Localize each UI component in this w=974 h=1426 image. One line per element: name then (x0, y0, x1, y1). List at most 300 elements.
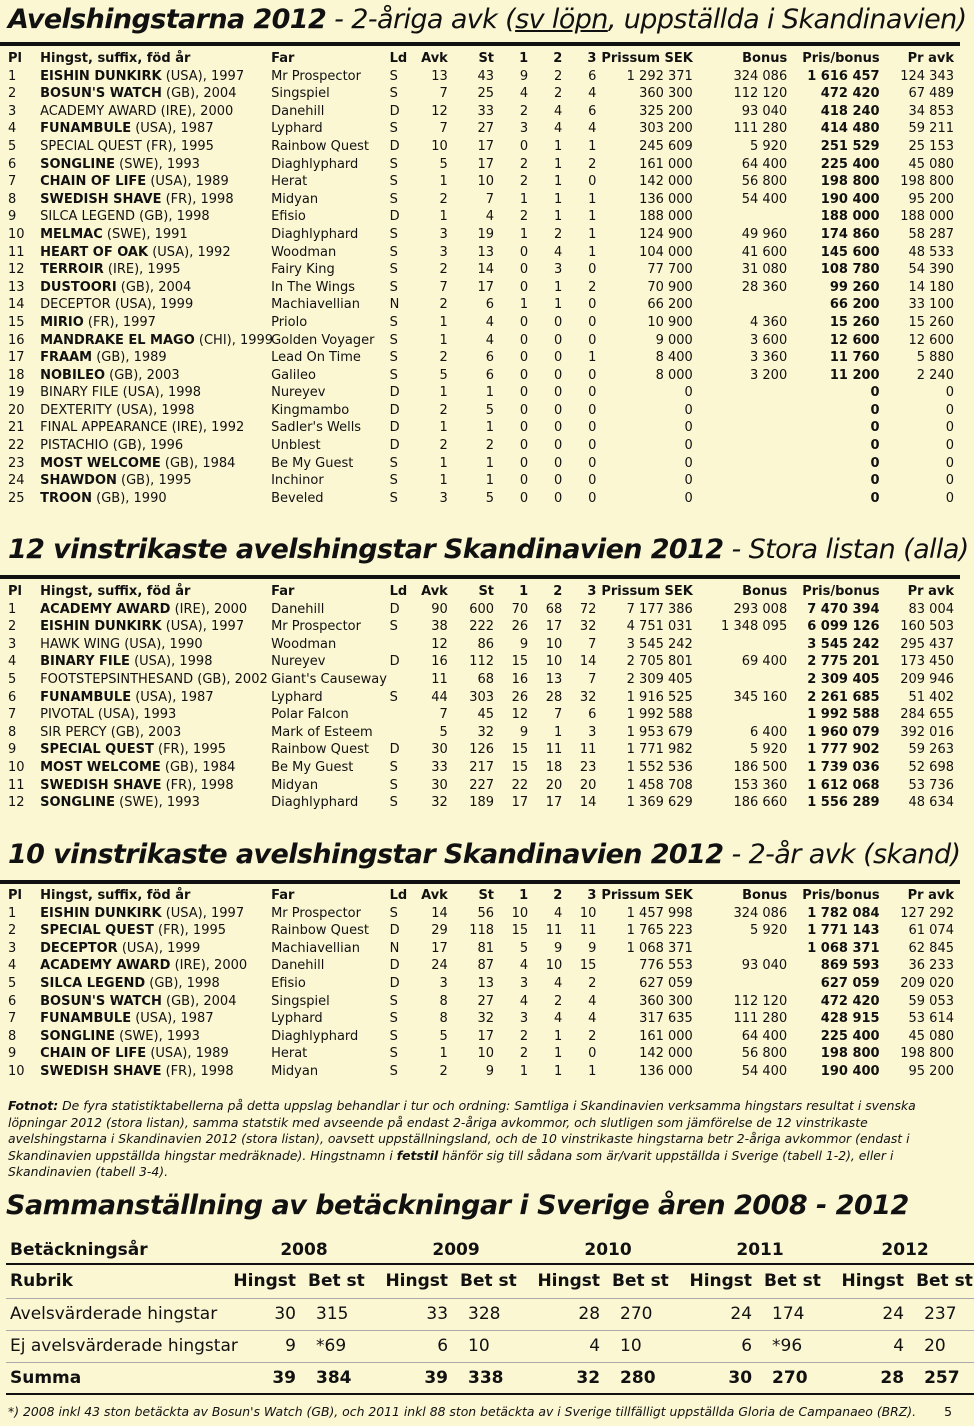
summary-row-label: Avelsvärderade hingstar (6, 1298, 228, 1330)
stallion-suffix: (CHI), 1999 (194, 332, 274, 348)
per-offspring-cell: 58 287 (908, 226, 954, 242)
header-row (6, 50, 956, 68)
summary-cell: 24 (684, 1298, 756, 1330)
summary-row (6, 1330, 974, 1362)
offspring-cell: 2 (439, 402, 448, 418)
prize-bonus-cell: 2 775 201 (807, 654, 880, 670)
table-row (6, 1010, 956, 1028)
stallion-suffix: (SWE), 1993 (114, 156, 200, 172)
sire-cell: Beveled (271, 490, 324, 506)
table-row (6, 957, 956, 975)
bonus-cell: 28 360 (741, 279, 788, 295)
column-header: Pr avk (907, 51, 954, 66)
second-cell: 0 (554, 385, 563, 401)
table-row (6, 191, 956, 209)
first-cell: 0 (519, 262, 529, 278)
stallion-name: MELMAC (40, 226, 103, 242)
starts-cell: 32 (477, 724, 495, 740)
stallion-cell (38, 455, 269, 473)
table-row (6, 759, 956, 777)
country-cell: S (389, 226, 398, 242)
starts-cell: 1 (485, 473, 495, 489)
first-cell: 2 (519, 1028, 529, 1044)
bonus-cell: 4 360 (750, 314, 788, 330)
first-cell: 4 (519, 958, 529, 974)
stallion-cell (38, 314, 269, 332)
starts-cell: 303 (469, 689, 495, 705)
rank-cell: 6 (8, 689, 17, 705)
column-header: Ld (389, 51, 408, 66)
stallion-cell (38, 472, 269, 490)
third-cell: 0 (588, 402, 597, 418)
table-row (6, 244, 956, 262)
table2-rule (0, 575, 960, 579)
stallion-name: FUNAMBULE (40, 121, 132, 137)
summary-cell: 20 (908, 1330, 974, 1362)
prize-sum-cell: 1 771 982 (626, 742, 693, 758)
offspring-cell: 1 (439, 473, 448, 489)
third-cell: 2 (588, 975, 597, 991)
stallion-cell (38, 419, 269, 437)
first-cell: 0 (519, 350, 529, 366)
first-cell: 3 (519, 975, 529, 991)
offspring-cell: 5 (439, 156, 448, 172)
per-offspring-cell: 62 845 (908, 940, 954, 956)
stallion-suffix: (USA), 1989 (146, 1046, 229, 1062)
prize-bonus-cell: 145 600 (820, 244, 880, 260)
offspring-cell: 12 (431, 636, 448, 652)
sire-cell: Lead On Time (271, 350, 361, 366)
bonus-cell: 5 920 (750, 742, 788, 758)
table-row (6, 455, 956, 473)
column-header: 2 (553, 584, 563, 599)
third-cell: 1 (588, 209, 597, 225)
stallion-suffix: (USA), 1999 (110, 297, 194, 313)
country-cell: S (389, 455, 398, 471)
sire-cell: In The Wings (271, 279, 356, 295)
rank-cell: 13 (8, 279, 25, 295)
bonus-cell: 111 280 (733, 121, 788, 137)
sire-cell: Unblest (271, 438, 321, 454)
bonus-cell (695, 437, 789, 455)
summary-year: 2008 (228, 1236, 380, 1264)
summary-title: Sammanställning av betäckningar i Sverige åren 2008 - 2012 (6, 1190, 909, 1221)
third-cell: 32 (579, 689, 597, 705)
column-header: Pris/bonus (802, 584, 880, 599)
table1-rule (0, 42, 960, 46)
sire-cell: Rainbow Quest (271, 923, 369, 939)
prize-sum-cell: 10 900 (647, 314, 693, 330)
rank-cell: 1 (8, 601, 17, 617)
third-cell: 32 (579, 619, 597, 635)
stallion-name: MANDRAKE EL MAGO (40, 332, 195, 348)
stallion-suffix: (IRE), 2000 (156, 103, 234, 119)
summary-hingst-header: Hingst (532, 1264, 604, 1298)
third-cell: 72 (579, 601, 597, 617)
per-offspring-cell: 124 343 (900, 68, 954, 84)
stallion-suffix: (FR), 1998 (161, 1063, 234, 1079)
first-cell: 0 (519, 420, 529, 436)
prize-bonus-cell: 7 470 394 (807, 601, 880, 617)
summary-betst-header: Bet st (452, 1264, 532, 1298)
country-cell: D (389, 654, 400, 670)
rank-cell: 9 (8, 742, 17, 758)
first-cell: 9 (519, 636, 529, 652)
second-cell: 13 (545, 671, 563, 687)
stallion-cell (38, 120, 269, 138)
rank-cell: 16 (8, 332, 25, 348)
column-header: St (478, 51, 495, 66)
rank-cell: 15 (8, 314, 25, 330)
summary-betst-header: Bet st (908, 1264, 974, 1298)
second-cell: 1 (554, 297, 563, 313)
table-row (6, 261, 956, 279)
third-cell: 0 (588, 420, 597, 436)
offspring-cell: 24 (431, 958, 448, 974)
prize-bonus-cell: 251 529 (820, 138, 880, 154)
summary-cell: 328 (452, 1298, 532, 1330)
starts-cell: 87 (477, 958, 495, 974)
prize-sum-cell: 360 300 (639, 86, 693, 102)
bonus-cell (695, 472, 789, 490)
second-cell: 1 (554, 1046, 563, 1062)
rank-cell: 9 (8, 1046, 17, 1062)
page-number: 5 (944, 1404, 952, 1419)
offspring-cell: 16 (431, 654, 448, 670)
country-cell: D (389, 103, 400, 119)
starts-cell: 81 (477, 940, 495, 956)
stallion-name: SPECIAL QUEST (40, 742, 154, 758)
starts-cell: 7 (485, 191, 495, 207)
per-offspring-cell: 54 390 (908, 262, 954, 278)
stallion-name: HAWK WING (40, 636, 121, 652)
rank-cell: 4 (8, 654, 17, 670)
table-row (6, 173, 956, 191)
prize-bonus-cell: 0 (870, 438, 880, 454)
stallion-cell (38, 741, 269, 759)
prize-bonus-cell: 6 099 126 (807, 619, 880, 635)
column-header: Pl (8, 51, 22, 66)
stallion-suffix: (GB), 2004 (116, 279, 192, 295)
rank-cell: 1 (8, 68, 17, 84)
third-cell: 4 (588, 86, 597, 102)
sire-cell: Galileo (271, 367, 316, 383)
starts-cell: 32 (477, 1011, 495, 1027)
stallion-cell (38, 975, 269, 993)
table-row (6, 156, 956, 174)
prize-sum-cell: 136 000 (639, 1063, 693, 1079)
stallion-name: TROON (40, 490, 92, 506)
sire-cell: Polar Falcon (271, 707, 349, 723)
per-offspring-cell: 12 600 (908, 332, 954, 348)
third-cell: 0 (588, 314, 597, 330)
third-cell: 0 (588, 490, 597, 506)
stallion-name: DECEPTOR (40, 940, 118, 956)
stallion-suffix: (FR), 1995 (153, 742, 227, 758)
starts-cell: 1 (485, 385, 495, 401)
first-cell: 4 (519, 86, 529, 102)
third-cell: 11 (579, 923, 597, 939)
summary-cell: 30 (228, 1298, 300, 1330)
country-cell: D (389, 601, 400, 617)
rank-cell: 6 (8, 156, 17, 172)
prize-sum-cell: 0 (684, 438, 693, 454)
country-cell: D (389, 420, 400, 436)
table3-rule (0, 880, 960, 884)
prize-sum-cell: 776 553 (639, 958, 693, 974)
table-row (6, 993, 956, 1011)
country-cell: S (389, 905, 398, 921)
rank-cell: 8 (8, 724, 17, 740)
stallion-suffix: (USA), 1998 (118, 385, 202, 401)
third-cell: 4 (588, 1011, 597, 1027)
second-cell: 2 (554, 86, 563, 102)
stallion-suffix: (USA), 1999 (117, 940, 201, 956)
per-offspring-cell: 5 880 (916, 350, 954, 366)
country-cell (388, 724, 412, 742)
sire-cell: Rainbow Quest (271, 742, 369, 758)
prize-bonus-cell: 1 960 079 (807, 724, 880, 740)
starts-cell: 227 (469, 777, 495, 793)
per-offspring-cell: 15 260 (908, 314, 954, 330)
stallion-name: SONGLINE (40, 156, 115, 172)
rank-cell: 8 (8, 191, 17, 207)
starts-cell: 33 (477, 103, 495, 119)
starts-cell: 4 (485, 209, 495, 225)
first-cell: 26 (511, 619, 529, 635)
starts-cell: 19 (477, 226, 495, 242)
column-header: 3 (587, 888, 597, 903)
bonus-cell: 324 086 (733, 68, 788, 84)
starts-cell: 5 (485, 402, 495, 418)
stallion-cell (38, 636, 269, 654)
stallion-suffix: (USA), 1997 (161, 68, 245, 84)
prize-bonus-cell: 1 068 371 (807, 940, 880, 956)
stallion-cell (38, 332, 274, 350)
table-row (6, 618, 956, 636)
column-header: Bonus (742, 51, 788, 66)
rank-cell: 23 (8, 455, 25, 471)
table-row (6, 777, 956, 795)
prize-bonus-cell: 198 800 (820, 1046, 880, 1062)
rank-cell: 21 (8, 420, 25, 436)
offspring-cell: 90 (431, 601, 448, 617)
prize-sum-cell: 7 177 386 (626, 601, 693, 617)
first-cell: 0 (519, 490, 529, 506)
stallion-cell (38, 261, 269, 279)
column-header: Pr avk (907, 584, 954, 599)
third-cell: 4 (588, 993, 597, 1009)
second-cell: 1 (554, 209, 563, 225)
sire-cell: Mr Prospector (271, 619, 361, 635)
starts-cell: 2 (485, 438, 495, 454)
country-cell: D (389, 438, 400, 454)
bonus-cell (695, 636, 789, 654)
table1-title: Avelshingstarna 2012 - 2-åriga avk (sv löpn, uppställda i Skandinavien) (8, 4, 967, 35)
stallion-cell (38, 349, 269, 367)
rank-cell: 2 (8, 619, 17, 635)
starts-cell: 4 (485, 332, 495, 348)
offspring-cell: 7 (439, 86, 448, 102)
stallion-cell (38, 1010, 269, 1028)
country-cell: S (389, 1063, 398, 1079)
starts-cell: 126 (469, 742, 495, 758)
table-row (6, 922, 956, 940)
rank-cell: 3 (8, 636, 17, 652)
column-header: Ld (389, 584, 408, 599)
stallion-suffix: (USA), 1998 (129, 654, 213, 670)
prize-sum-cell: 1 292 371 (626, 68, 693, 84)
table-row (6, 706, 956, 724)
sire-cell: Machiavellian (271, 940, 360, 956)
prize-sum-cell: 0 (684, 490, 693, 506)
first-cell: 3 (519, 1011, 529, 1027)
country-cell: N (389, 297, 400, 313)
offspring-cell: 30 (431, 742, 448, 758)
prize-bonus-cell: 1 739 036 (807, 759, 880, 775)
stallion-name: PIVOTAL (40, 707, 94, 723)
stallion-cell (38, 191, 269, 209)
prize-bonus-cell: 1 556 289 (807, 795, 880, 811)
second-cell: 11 (545, 923, 563, 939)
prize-sum-cell: 9 000 (655, 332, 693, 348)
stallion-suffix: (GB), 1984 (160, 759, 236, 775)
stallion-name: SWEDISH SHAVE (40, 777, 162, 793)
rank-cell: 11 (8, 777, 25, 793)
prize-bonus-cell: 428 915 (820, 1011, 880, 1027)
third-cell: 0 (588, 438, 597, 454)
second-cell: 11 (545, 742, 563, 758)
stallion-name: SILCA LEGEND (40, 209, 136, 225)
prize-bonus-cell: 1 771 143 (807, 923, 880, 939)
prize-sum-cell: 2 705 801 (626, 654, 693, 670)
rank-cell: 5 (8, 138, 17, 154)
offspring-cell: 1 (439, 174, 448, 190)
prize-sum-cell: 124 900 (639, 226, 693, 242)
column-header: Bonus (742, 888, 788, 903)
summary-cell: 9 (228, 1330, 300, 1362)
rank-cell: 2 (8, 86, 17, 102)
third-cell: 0 (588, 262, 597, 278)
bonus-cell: 186 500 (733, 759, 788, 775)
prize-sum-cell: 0 (684, 420, 693, 436)
country-cell: S (389, 777, 398, 793)
first-cell: 0 (519, 473, 529, 489)
stallion-cell (38, 173, 269, 191)
second-cell: 17 (545, 795, 563, 811)
stallion-suffix: (USA), 1997 (161, 619, 245, 635)
second-cell: 17 (545, 619, 563, 635)
country-cell: S (389, 1011, 398, 1027)
sire-cell: Woodman (271, 244, 337, 260)
country-cell: S (389, 86, 398, 102)
first-cell: 0 (519, 367, 529, 383)
country-cell: D (389, 385, 400, 401)
rank-cell: 8 (8, 1028, 17, 1044)
second-cell: 10 (545, 958, 563, 974)
prize-sum-cell: 627 059 (639, 975, 693, 991)
second-cell: 4 (554, 121, 563, 137)
per-offspring-cell: 59 211 (908, 121, 954, 137)
third-cell: 2 (588, 156, 597, 172)
country-cell: S (389, 262, 398, 278)
prize-sum-cell: 161 000 (639, 1028, 693, 1044)
prize-sum-cell: 8 400 (655, 350, 693, 366)
first-cell: 2 (519, 209, 529, 225)
stallion-name: EISHIN DUNKIRK (40, 68, 162, 84)
second-cell: 4 (554, 244, 563, 260)
first-cell: 15 (511, 654, 529, 670)
country-cell: S (389, 993, 398, 1009)
stallion-cell (38, 138, 269, 156)
bonus-cell (695, 975, 789, 993)
table-row (6, 794, 956, 812)
column-header: 3 (587, 51, 597, 66)
country-cell: S (389, 156, 398, 172)
third-cell: 4 (588, 121, 597, 137)
prize-bonus-cell: 11 760 (829, 350, 880, 366)
country-cell: S (389, 689, 398, 705)
stallion-suffix: (IRE), 1995 (103, 262, 181, 278)
country-cell: D (389, 923, 400, 939)
sire-cell: Golden Voyager (271, 332, 375, 348)
bonus-cell: 3 360 (750, 350, 788, 366)
offspring-cell: 1 (439, 420, 448, 436)
column-header: 1 (519, 51, 529, 66)
starts-cell: 25 (477, 86, 495, 102)
third-cell: 2 (588, 279, 597, 295)
offspring-cell: 30 (431, 777, 448, 793)
country-cell: S (389, 121, 398, 137)
per-offspring-cell: 83 004 (908, 601, 954, 617)
first-cell: 4 (519, 993, 529, 1009)
prize-sum-cell: 303 200 (639, 121, 693, 137)
offspring-cell: 5 (439, 367, 448, 383)
summary-total-cell: 338 (452, 1362, 532, 1394)
per-offspring-cell: 160 503 (900, 619, 954, 635)
second-cell: 0 (554, 350, 563, 366)
column-header: 3 (587, 584, 597, 599)
starts-cell: 600 (469, 601, 495, 617)
starts-cell: 17 (477, 138, 495, 154)
stallion-name: SIR PERCY (40, 724, 107, 740)
prize-sum-cell: 1 457 998 (626, 905, 693, 921)
country-cell: S (389, 68, 398, 84)
stallion-name: DEXTERITY (40, 402, 112, 418)
sire-cell: Diaghlyphard (271, 795, 359, 811)
stallion-suffix: (FR), 1995 (153, 923, 227, 939)
table-row (6, 226, 956, 244)
stallion-name: DUSTOORI (40, 279, 117, 295)
rank-cell: 12 (8, 795, 25, 811)
table-row (6, 741, 956, 759)
prize-sum-cell: 360 300 (639, 993, 693, 1009)
stallion-name: TERROIR (40, 262, 104, 278)
stallion-cell (38, 1063, 269, 1081)
summary-total-cell: 270 (756, 1362, 836, 1394)
table-row (6, 490, 956, 508)
starts-cell: 112 (469, 654, 495, 670)
per-offspring-cell: 48 533 (908, 244, 954, 260)
rank-cell: 7 (8, 174, 17, 190)
third-cell: 0 (588, 385, 597, 401)
second-cell: 28 (545, 689, 563, 705)
sire-cell: Midyan (271, 777, 319, 793)
stallion-name: SILCA LEGEND (40, 975, 146, 991)
prize-bonus-cell: 0 (870, 473, 880, 489)
per-offspring-cell: 209 946 (900, 671, 954, 687)
column-header: 1 (519, 584, 529, 599)
